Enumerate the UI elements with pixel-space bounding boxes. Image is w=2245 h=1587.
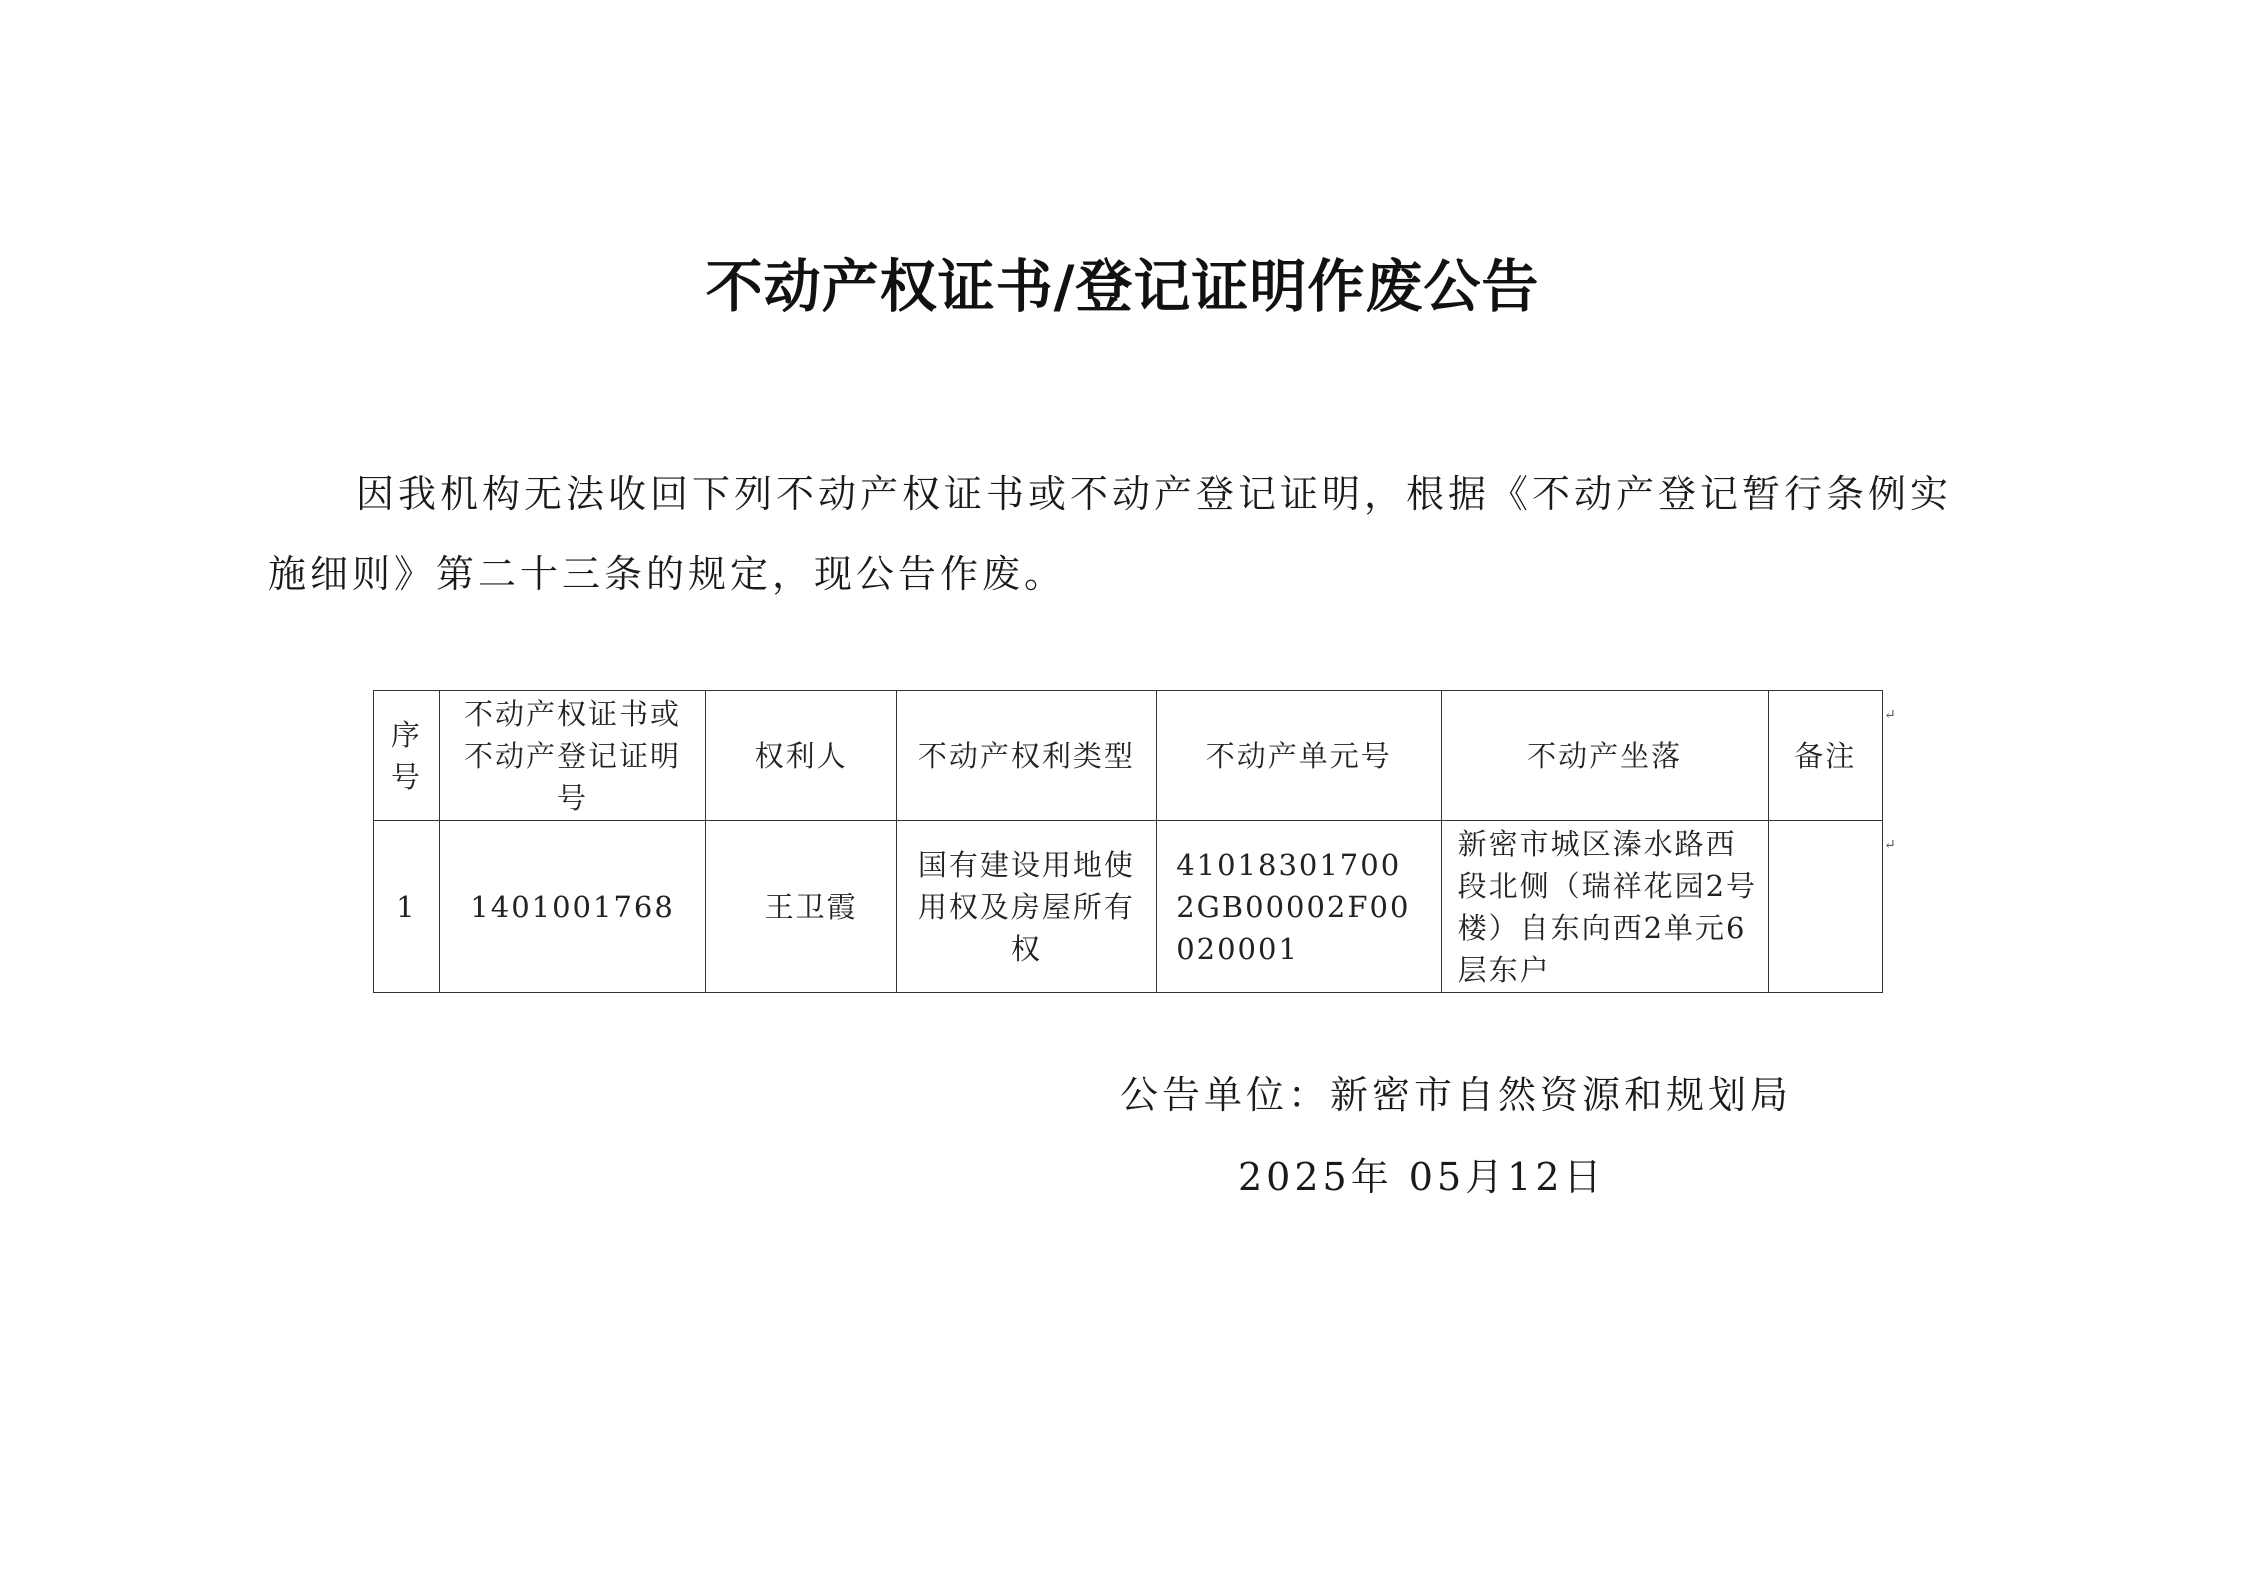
notice-body: 因我机构无法收回下列不动产权证书或不动产登记证明，根据《不动产登记暂行条例实施细则》第二十三条的规定，现公告作废。 [268,472,1953,596]
header-certificate [439,691,706,821]
cell-owner [706,821,897,993]
cell-right-type [896,821,1156,993]
cell-owner-text: 王卫霞 [764,889,858,924]
header-remarks: 备注 [1768,691,1882,821]
paragraph-mark-icon: ↵ [1884,837,1896,853]
cell-location [1441,821,1768,993]
certificate-table [373,690,1883,993]
paragraph-mark-icon: ↵ [1884,707,1896,723]
header-location: 不动产坐落 [1441,691,1768,821]
cell-right-type-text: 国有建设用地使用权及房屋所有权 [917,847,1135,966]
header-unit-number: 不动产单元号 [1156,691,1441,821]
issue-date: 2025年 05月12日 [1238,1155,1606,1199]
header-owner: 权利人 [706,691,897,821]
notice-title: 不动产权证书/登记证明作废公告 [705,253,1540,320]
issuer-signature: 公告单位：新密市自然资源和规划局 [1120,1073,1793,1117]
cell-remarks [1768,821,1882,993]
cell-certificate: 1401001768 [439,821,706,993]
cell-index: 1 [374,821,440,993]
header-right-type: 不动产权利类型 [896,691,1156,821]
table-header-row [374,691,1883,821]
table-row [374,821,1883,993]
cell-unit-number-text: 410183017002GB00002F00020001 [1176,847,1411,966]
cell-unit-number [1156,821,1441,993]
header-index-label: 序号 [390,717,422,794]
header-index [374,691,440,821]
header-certificate-label: 不动产权证书或不动产登记证明号 [464,696,682,815]
cell-location-text: 新密市城区溱水路西段北侧（瑞祥花园2号楼）自东向西2单元6层东户 [1457,826,1758,987]
